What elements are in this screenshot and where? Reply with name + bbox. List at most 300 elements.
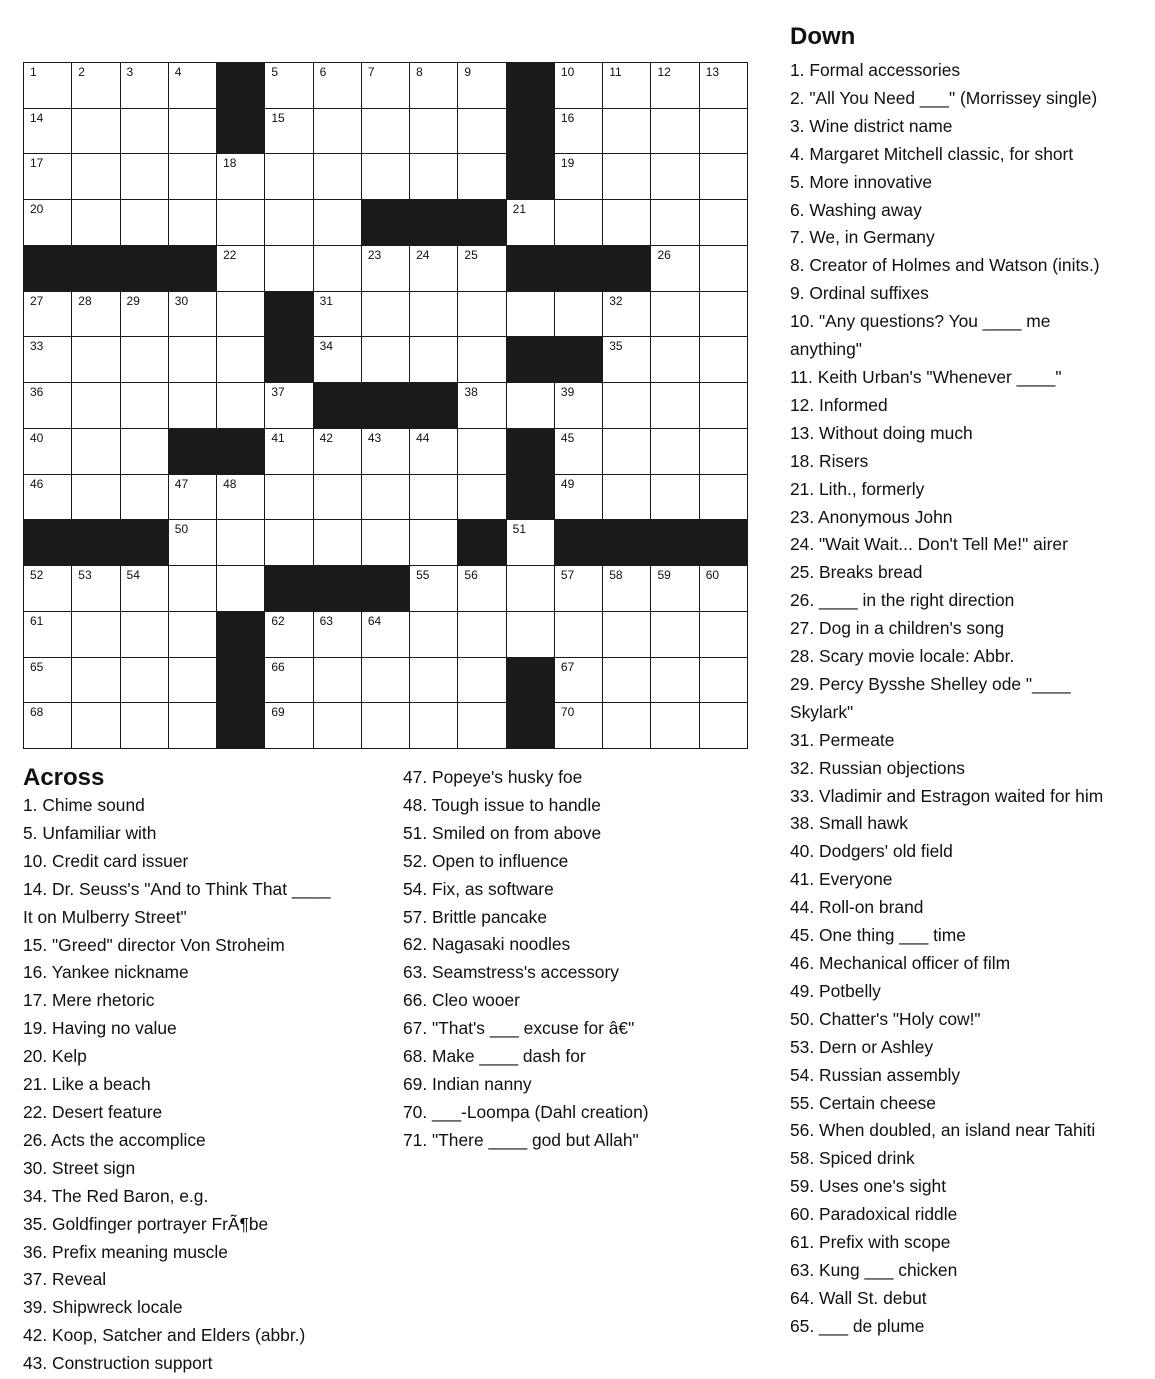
clue-number: 39 [560,385,575,400]
grid-square[interactable] [121,566,168,611]
clue-number: 5 [271,65,279,79]
grid-square[interactable] [700,109,747,154]
block-square [169,429,216,474]
clue-number: 51 [512,522,527,537]
grid-square[interactable] [121,200,168,245]
grid-square[interactable] [24,154,71,199]
grid-square[interactable] [121,383,168,428]
grid-square[interactable] [121,154,168,199]
grid-square[interactable] [603,292,650,337]
grid-square[interactable] [603,383,650,428]
grid-square[interactable] [651,246,698,291]
grid-square[interactable] [458,154,505,199]
grid-square[interactable] [458,337,505,382]
grid-square[interactable] [265,703,312,748]
grid-square[interactable] [458,292,505,337]
clue-line: 38. Small hawk [790,813,908,834]
grid-square[interactable] [121,703,168,748]
grid-square[interactable] [555,703,602,748]
clue-line: 10. "Any questions? You ____ me [790,311,1051,332]
grid-square[interactable] [24,109,71,154]
clue-line: 33. Vladimir and Estragon waited for him [790,785,1104,806]
block-square [410,200,457,245]
grid-square[interactable] [314,109,361,154]
clue-number: 27 [30,293,44,308]
grid-square[interactable] [507,520,554,565]
clue-number: 68 [30,705,44,720]
grid-square[interactable] [362,475,409,520]
grid-square[interactable] [24,475,71,520]
clue-line: 68. Make ____ dash for [403,1046,586,1067]
grid-square[interactable] [362,292,409,337]
grid-square[interactable] [72,429,119,474]
grid-square[interactable] [603,475,650,520]
grid-square[interactable] [651,200,698,245]
across-clue-list-right [403,764,649,1155]
grid-square[interactable] [507,383,554,428]
clue-number: 19 [560,156,575,171]
block-square [507,703,554,748]
grid-square[interactable] [121,292,168,337]
grid-square[interactable] [265,246,312,291]
grid-square[interactable] [603,200,650,245]
grid-square[interactable] [603,337,650,382]
grid-square[interactable] [121,612,168,657]
grid-square[interactable] [362,429,409,474]
block-square [603,520,650,565]
clue-number: 14 [30,110,44,125]
grid-square[interactable] [72,703,119,748]
grid-square[interactable] [314,475,361,520]
grid-square[interactable] [72,337,119,382]
grid-square[interactable] [24,337,71,382]
grid-square[interactable] [410,566,457,611]
grid-square[interactable] [24,292,71,337]
grid-square[interactable] [651,109,698,154]
clue-line: 21. Lith., formerly [790,478,925,499]
grid-square[interactable] [314,612,361,657]
grid-square[interactable] [72,292,119,337]
clue-line: 4. Margaret Mitchell classic, for short [790,143,1074,164]
clue-line: 8. Creator of Holmes and Watson (inits.) [790,255,1100,276]
grid-square[interactable] [24,566,71,611]
clue-line: 66. Cleo wooer [403,990,520,1011]
block-square [410,383,457,428]
grid-square[interactable] [72,63,119,108]
grid-square[interactable] [555,612,602,657]
grid-square[interactable] [169,109,216,154]
grid-square[interactable] [169,475,216,520]
grid-square[interactable] [362,658,409,703]
grid-square[interactable] [410,658,457,703]
clue-line: 21. Like a beach [23,1074,151,1095]
clue-number: 38 [464,385,478,400]
grid-square[interactable] [700,658,747,703]
grid-square[interactable] [362,703,409,748]
grid-square[interactable] [603,566,650,611]
clue-number: 69 [271,705,285,720]
grid-square[interactable] [458,612,505,657]
clue-number: 29 [126,293,140,308]
grid-square[interactable] [362,520,409,565]
clue-line: 26. ____ in the right direction [790,590,1015,611]
block-square [121,520,168,565]
clue-number: 23 [367,247,382,262]
clue-line: 26. Acts the accomplice [23,1129,206,1150]
clue-number: 25 [464,247,478,262]
grid-square[interactable] [314,63,361,108]
grid-square[interactable] [555,109,602,154]
clue-line: 63. Seamstress's accessory [403,962,619,983]
grid-square[interactable] [169,612,216,657]
grid-square[interactable] [265,109,312,154]
grid-square[interactable] [700,292,747,337]
clue-line: 56. When doubled, an island near Tahiti [790,1120,1096,1141]
grid-square[interactable] [265,200,312,245]
grid-square[interactable] [700,703,747,748]
grid-square[interactable] [700,566,747,611]
grid-square[interactable] [458,658,505,703]
grid-square[interactable] [362,109,409,154]
grid-square[interactable] [217,520,264,565]
block-square [555,246,602,291]
grid-square[interactable] [24,703,71,748]
grid-square[interactable] [72,200,119,245]
block-square [362,200,409,245]
clue-line: 13. Without doing much [790,422,973,443]
clue-line: 20. Kelp [23,1046,87,1067]
grid-square[interactable] [651,383,698,428]
clue-number: 6 [319,65,327,79]
grid-square[interactable] [507,612,554,657]
block-square [555,520,602,565]
grid-square[interactable] [72,658,119,703]
clue-number: 67 [560,659,575,674]
grid-square[interactable] [410,246,457,291]
grid-square[interactable] [410,63,457,108]
grid-square[interactable] [410,612,457,657]
grid-square[interactable] [24,658,71,703]
clue-number: 2 [78,65,85,79]
clue-line: 5. More innovative [790,171,933,192]
clue-number: 35 [609,339,623,354]
grid-square[interactable] [410,703,457,748]
block-square [24,246,71,291]
grid-square[interactable] [651,566,698,611]
clue-number: 47 [174,476,189,491]
grid-square[interactable] [169,520,216,565]
block-square [314,566,361,611]
grid-square[interactable] [700,63,747,108]
clue-line: 49. Potbelly [790,980,881,1001]
grid-square[interactable] [458,246,505,291]
block-square [507,63,554,108]
grid-square[interactable] [651,292,698,337]
grid-square[interactable] [121,109,168,154]
grid-square[interactable] [362,63,409,108]
grid-square[interactable] [314,246,361,291]
clue-line: 2. "All You Need ___" (Morrissey single) [790,87,1098,108]
clue-line: 18. Risers [790,450,869,471]
grid-square[interactable] [507,292,554,337]
grid-square[interactable] [458,63,505,108]
grid-square[interactable] [555,658,602,703]
grid-square[interactable] [265,475,312,520]
grid-square[interactable] [651,703,698,748]
grid-square[interactable] [265,383,312,428]
clue-line: 27. Dog in a children's song [790,618,1005,639]
clue-number: 4 [174,65,182,79]
clue-line: 43. Construction support [23,1353,213,1374]
grid-square[interactable] [651,63,698,108]
clue-number: 11 [609,65,622,79]
grid-square[interactable] [603,658,650,703]
grid-square[interactable] [24,200,71,245]
grid-square[interactable] [362,246,409,291]
clue-line: 46. Mechanical officer of film [790,953,1011,973]
grid-square[interactable] [651,612,698,657]
grid-square[interactable] [314,520,361,565]
grid-square[interactable] [603,154,650,199]
grid-square[interactable] [265,612,312,657]
clue-number: 65 [30,659,44,674]
grid-square[interactable] [217,566,264,611]
clue-line: 53. Dern or Ashley [790,1036,934,1057]
clue-number: 53 [78,568,92,583]
grid-square[interactable] [555,63,602,108]
grid-square[interactable] [265,520,312,565]
clue-number: 57 [560,568,575,583]
grid-square[interactable] [410,109,457,154]
grid-square[interactable] [314,292,361,337]
grid-square[interactable] [24,429,71,474]
grid-square[interactable] [651,429,698,474]
grid-square[interactable] [121,429,168,474]
clue-line: 60. Paradoxical riddle [790,1204,958,1225]
grid-square[interactable] [458,109,505,154]
clue-number: 21 [512,202,527,217]
grid-square[interactable] [555,154,602,199]
clue-number: 64 [367,613,382,628]
grid-square[interactable] [169,63,216,108]
block-square [314,383,361,428]
grid-square[interactable] [217,383,264,428]
clue-number: 59 [657,568,671,583]
clue-number: 49 [560,476,575,491]
grid-square[interactable] [169,566,216,611]
grid-square[interactable] [72,109,119,154]
grid-square[interactable] [265,658,312,703]
grid-square[interactable] [458,566,505,611]
grid-square[interactable] [458,383,505,428]
clue-number: 15 [271,110,285,125]
grid-square[interactable] [217,200,264,245]
crossword-grid [23,62,748,749]
clue-number: 41 [271,430,285,445]
clue-line: 69. Indian nanny [403,1073,532,1094]
clue-number: 10 [560,65,575,79]
clue-line: 52. Open to influence [403,850,569,871]
clue-line: 39. Shipwreck locale [23,1297,183,1318]
clue-line: Skylark" [790,701,854,722]
grid-square[interactable] [72,154,119,199]
clue-number: 7 [367,65,375,79]
clue-line: 54. Fix, as software [403,878,554,899]
grid-square[interactable] [314,658,361,703]
block-square [121,246,168,291]
grid-square[interactable] [603,612,650,657]
grid-square[interactable] [72,475,119,520]
block-square [507,429,554,474]
grid-square[interactable] [700,337,747,382]
grid-square[interactable] [169,200,216,245]
grid-square[interactable] [169,154,216,199]
clue-line: 11. Keith Urban's "Whenever ____" [790,366,1062,387]
grid-square[interactable] [700,612,747,657]
grid-square[interactable] [121,63,168,108]
clue-number: 58 [609,568,623,583]
grid-square[interactable] [217,246,264,291]
grid-square[interactable] [72,612,119,657]
grid-square[interactable] [217,154,264,199]
clue-line: 6. Washing away [790,199,922,220]
grid-square[interactable] [603,109,650,154]
grid-square[interactable] [314,703,361,748]
grid-square[interactable] [458,703,505,748]
clue-number: 66 [271,659,285,674]
clue-line: anything" [790,339,862,360]
grid-square[interactable] [72,383,119,428]
grid-square[interactable] [603,429,650,474]
clue-line: 34. The Red Baron, e.g. [23,1185,209,1206]
grid-square[interactable] [217,475,264,520]
grid-square[interactable] [555,566,602,611]
clue-line: 42. Koop, Satcher and Elders (abbr.) [23,1325,306,1346]
grid-square[interactable] [507,566,554,611]
block-square [507,109,554,154]
clue-line: 19. Having no value [23,1018,177,1039]
grid-square[interactable] [410,292,457,337]
grid-square[interactable] [217,337,264,382]
clue-number: 44 [416,430,430,445]
clue-line: It on Mulberry Street" [23,906,187,927]
grid-square[interactable] [555,200,602,245]
grid-square[interactable] [314,337,361,382]
block-square [217,429,264,474]
clue-number: 32 [609,293,623,308]
clue-number: 46 [30,476,44,491]
grid-square[interactable] [121,475,168,520]
block-square [72,246,119,291]
clue-line: 15. "Greed" director Von Stroheim [23,934,285,955]
grid-square[interactable] [700,154,747,199]
grid-square[interactable] [458,475,505,520]
block-square [507,337,554,382]
grid-square[interactable] [700,200,747,245]
clue-line: 30. Street sign [23,1157,136,1178]
grid-square[interactable] [362,337,409,382]
grid-square[interactable] [314,154,361,199]
grid-square[interactable] [362,612,409,657]
clue-number: 8 [416,65,423,79]
grid-square[interactable] [651,658,698,703]
grid-square[interactable] [458,429,505,474]
grid-square[interactable] [410,429,457,474]
clue-number: 22 [223,247,237,262]
grid-square[interactable] [24,63,71,108]
grid-square[interactable] [603,63,650,108]
grid-square[interactable] [555,383,602,428]
grid-square[interactable] [24,612,71,657]
grid-square[interactable] [651,475,698,520]
block-square [362,383,409,428]
clue-line: 7. We, in Germany [790,227,935,248]
grid-square[interactable] [121,337,168,382]
block-square [265,292,312,337]
grid-square[interactable] [603,703,650,748]
grid-square[interactable] [410,337,457,382]
block-square [217,612,264,657]
grid-square[interactable] [362,154,409,199]
grid-square[interactable] [507,200,554,245]
down-heading: Down [790,23,856,50]
grid-square[interactable] [555,292,602,337]
grid-square[interactable] [24,383,71,428]
clue-line: 12. Informed [790,394,888,415]
block-square [555,337,602,382]
grid-square[interactable] [72,566,119,611]
clue-number: 18 [223,156,237,171]
grid-square[interactable] [314,200,361,245]
clue-line: 5. Unfamiliar with [23,822,157,843]
grid-square[interactable] [555,475,602,520]
clue-number: 70 [560,705,575,720]
grid-square[interactable] [410,475,457,520]
grid-square[interactable] [700,475,747,520]
clue-line: 37. Reveal [23,1269,107,1290]
grid-square[interactable] [700,383,747,428]
grid-square[interactable] [265,429,312,474]
block-square [651,520,698,565]
grid-square[interactable] [651,337,698,382]
grid-square[interactable] [169,703,216,748]
grid-square[interactable] [121,658,168,703]
grid-square[interactable] [410,520,457,565]
grid-square[interactable] [265,63,312,108]
grid-square[interactable] [169,292,216,337]
block-square [24,520,71,565]
grid-square[interactable] [217,292,264,337]
clue-line: 50. Chatter's "Holy cow!" [790,1008,981,1029]
clue-number: 55 [416,568,430,583]
grid-square[interactable] [314,429,361,474]
grid-square[interactable] [651,154,698,199]
clue-line: 16. Yankee nickname [23,962,189,983]
grid-square[interactable] [169,383,216,428]
grid-square[interactable] [169,337,216,382]
grid-square[interactable] [265,154,312,199]
clue-line: 61. Prefix with scope [790,1232,951,1253]
grid-square[interactable] [410,154,457,199]
clue-line: 40. Dodgers' old field [790,841,953,862]
clue-line: 51. Smiled on from above [403,822,602,843]
grid-square[interactable] [700,246,747,291]
clue-line: 24. "Wait Wait... Don't Tell Me!" airer [790,534,1068,555]
grid-square[interactable] [169,658,216,703]
grid-square[interactable] [555,429,602,474]
clue-line: 9. Ordinal suffixes [790,283,929,304]
grid-square[interactable] [700,429,747,474]
